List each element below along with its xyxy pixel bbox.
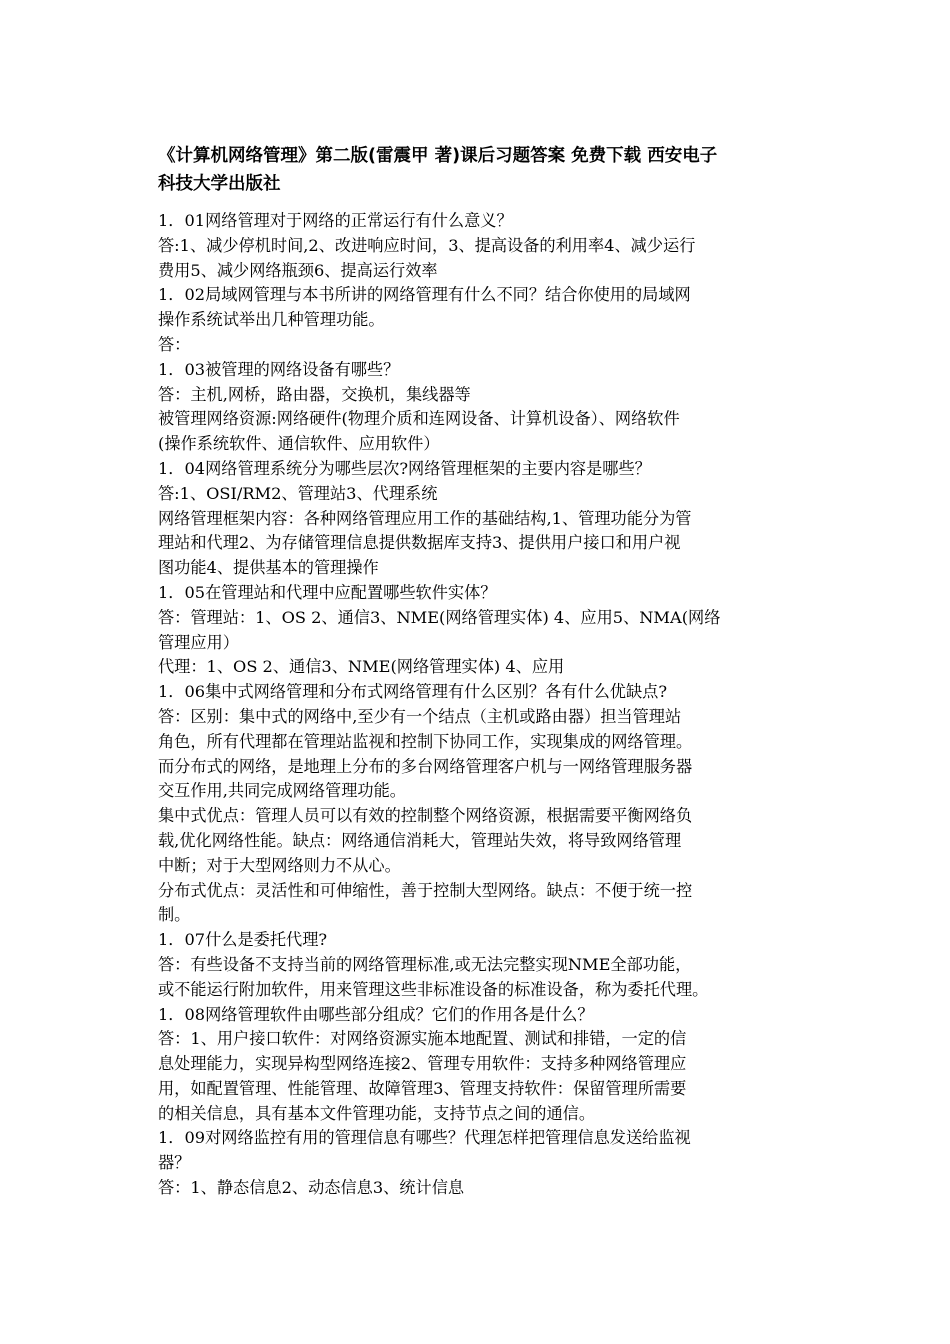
body-line: 答：管理站：1、OS 2、通信3、NME(网络管理实体) 4、应用5、NMA(网络 <box>158 607 721 627</box>
body-line: 答： <box>158 334 191 354</box>
body-line: 1．09对网络监控有用的管理信息有哪些？代理怎样把管理信息发送给监视 <box>158 1128 691 1148</box>
title-line-1: 《计算机网络管理》第二版(雷震甲 著)课后习题答案 免费下载 西安电子 <box>158 146 718 166</box>
body-line: 答：区别：集中式的网络中,至少有一个结点（主机或路由器）担当管理站 <box>158 706 682 726</box>
body-line: 1．04网络管理系统分为哪些层次?网络管理框架的主要内容是哪些？ <box>158 458 651 478</box>
body-line: 1．06集中式网络管理和分布式网络管理有什么区别？各有什么优缺点? <box>158 682 668 702</box>
document-body <box>158 209 808 1201</box>
body-line: 理站和代理2、为存储管理信息提供数据库支持3、提供用户接口和用户视 <box>158 533 681 553</box>
body-line: 答:1、减少停机时间,2、改进响应时间，3、提高设备的利用率4、减少运行 <box>158 235 696 255</box>
body-line: 操作系统试举出几种管理功能。 <box>158 310 385 330</box>
document-title <box>158 142 798 198</box>
body-line: 中断；对于大型网络则力不从心。 <box>158 855 401 875</box>
body-line: 答：主机,网桥，路由器，交换机，集线器等 <box>158 384 471 404</box>
body-line: 1．05在管理站和代理中应配置哪些软件实体？ <box>158 582 497 602</box>
body-line: (操作系统软件、通信软件、应用软件） <box>158 434 440 454</box>
body-line: 答：1、用户接口软件：对网络资源实施本地配置、测试和排错，一定的信 <box>158 1029 687 1049</box>
body-line: 图功能4、提供基本的管理操作 <box>158 558 379 578</box>
body-line: 载,优化网络性能。缺点：网络通信消耗大，管理站失效，将导致网络管理 <box>158 830 682 850</box>
body-line: 或不能运行附加软件，用来管理这些非标准设备的标准设备，称为委托代理。 <box>158 979 709 999</box>
body-line: 被管理网络资源:网络硬件(物理介质和连网设备、计算机设备）、网络软件 <box>158 409 680 429</box>
body-line: 1．08网络管理软件由哪些部分组成？它们的作用各是什么？ <box>158 1004 594 1024</box>
body-line: 集中式优点：管理人员可以有效的控制整个网络资源，根据需要平衡网络负 <box>158 806 693 826</box>
body-line: 答：有些设备不支持当前的网络管理标准,或无法完整实现NME全部功能， <box>158 954 692 974</box>
body-line: 费用5、减少网络瓶颈6、提高运行效率 <box>158 260 438 280</box>
body-line: 用，如配置管理、性能管理、故障管理3、管理支持软件：保留管理所需要 <box>158 1078 687 1098</box>
body-line: 而分布式的网络，是地理上分布的多台网络管理客户机与一网络管理服务器 <box>158 756 693 776</box>
body-line: 答：1、静态信息2、动态信息3、统计信息 <box>158 1178 465 1198</box>
body-line: 代理：1、OS 2、通信3、NME(网络管理实体) 4、应用 <box>158 657 565 677</box>
body-line: 的相关信息，具有基本文件管理功能，支持节点之间的通信。 <box>158 1103 596 1123</box>
body-line: 1．02局域网管理与本书所讲的网络管理有什么不同？结合你使用的局域网 <box>158 285 691 305</box>
body-line: 交互作用,共同完成网络管理功能。 <box>158 781 406 801</box>
body-line: 角色，所有代理都在管理站监视和控制下协同工作，实现集成的网络管理。 <box>158 731 693 751</box>
body-line: 1．07什么是委托代理? <box>158 930 328 950</box>
body-line: 1．03被管理的网络设备有哪些？ <box>158 359 400 379</box>
body-line: 制。 <box>158 905 191 925</box>
body-line: 网络管理框架内容：各种网络管理应用工作的基础结构,1、管理功能分为管 <box>158 508 692 528</box>
body-line: 管理应用） <box>158 632 239 652</box>
body-line: 息处理能力，实现异构型网络连接2、管理专用软件：支持多种网络管理应 <box>158 1054 687 1074</box>
body-line: 答:1、OSI/RM2、管理站3、代理系统 <box>158 483 438 503</box>
body-line: 分布式优点：灵活性和可伸缩性，善于控制大型网络。缺点：不便于统一控 <box>158 880 693 900</box>
body-line: 1．01网络管理对于网络的正常运行有什么意义？ <box>158 211 513 230</box>
title-line-2: 科技大学出版社 <box>158 174 281 194</box>
body-line: 器？ <box>158 1153 191 1173</box>
